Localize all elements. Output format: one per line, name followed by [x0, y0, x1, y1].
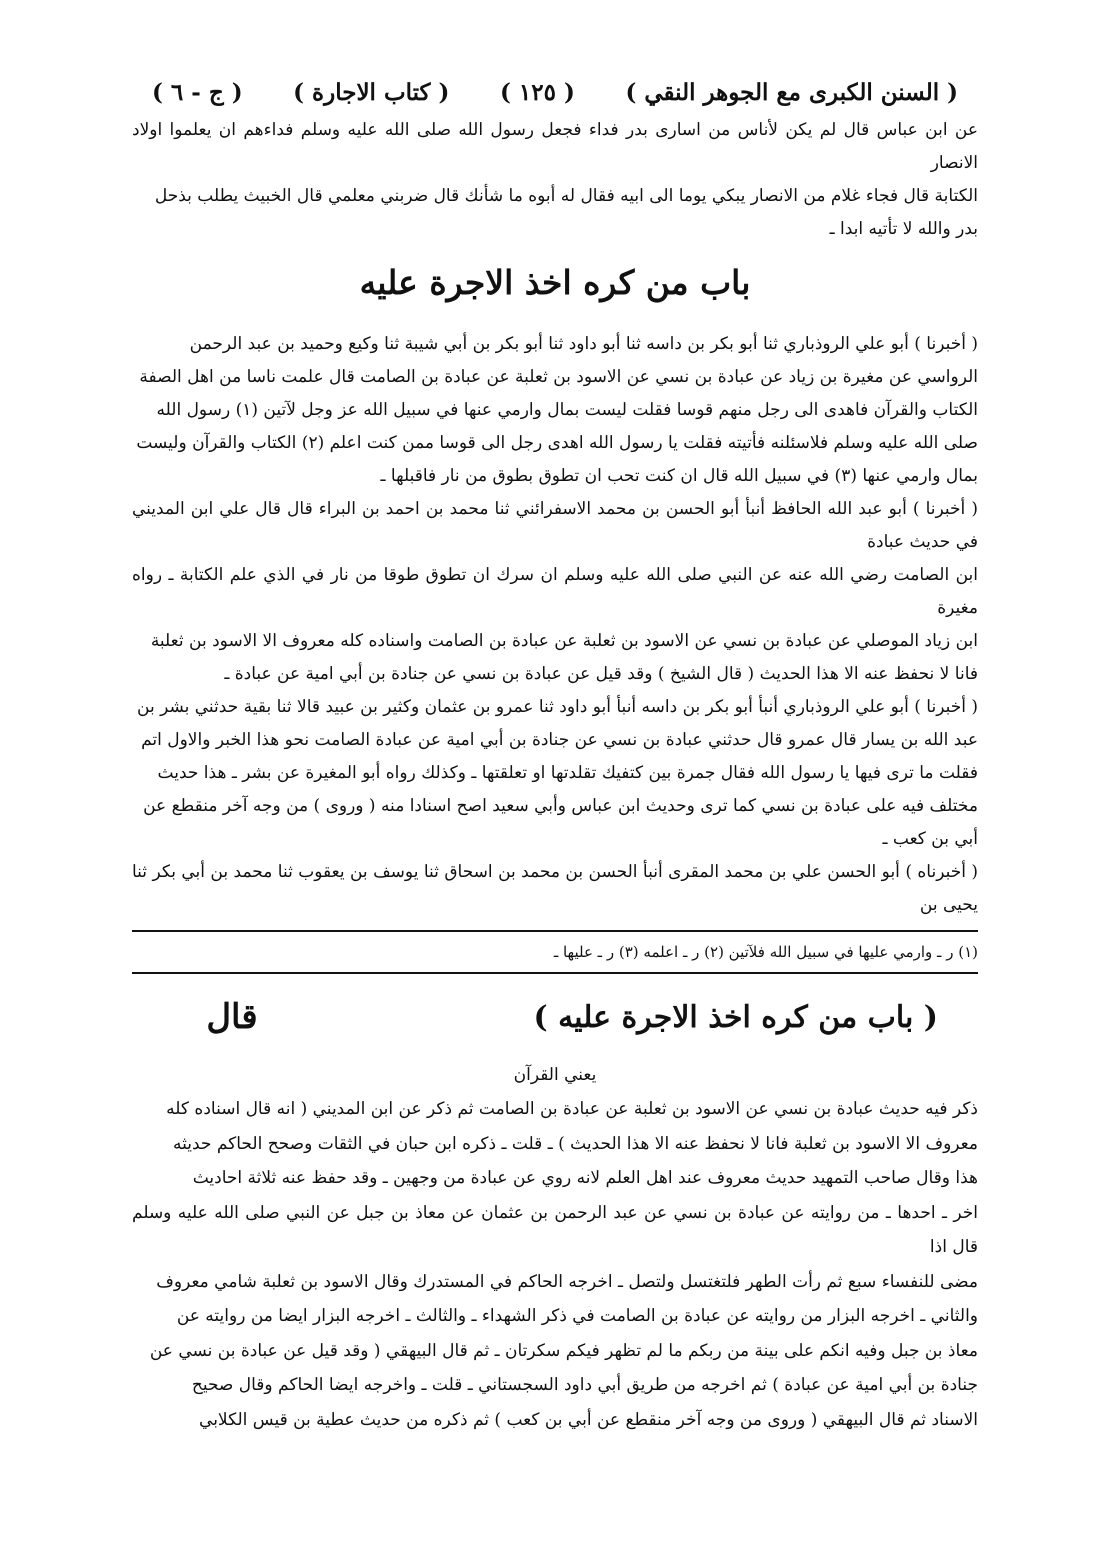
header-book-title: ( السنن الكبرى مع الجوهر النقي )	[625, 78, 958, 106]
commentary-heading	[132, 974, 978, 1060]
text-line: عن ابن عباس قال لم يكن لأناس من اسارى بدر فداء فجعل رسول الله صلى الله عليه وسلم فداءهم ان يعلموا اولاد الانصار	[132, 120, 978, 173]
text-line: ( أخبرنا ) أبو علي الروذباري ثنا أبو بكر بن داسه ثنا أبو داود ثنا أبو بكر بن أبي شيبة ثنا وكيع وحميد بن عبد الرحمن	[189, 334, 978, 354]
hadith-paragraph-2	[132, 493, 978, 691]
text-line: بمال وارمي عنها (٣) في سبيل الله قال ان كنت تحب ان تطوق بطوق من نار فاقبلها ـ	[380, 466, 978, 486]
text-line: بدر والله لا تأتيه ابدا ـ	[829, 219, 978, 239]
hadith-paragraph-3	[132, 691, 978, 856]
hadith-paragraph-4	[132, 856, 978, 922]
footnote: (١) ر ـ وارمي عليها في سبيل الله فلآتين (٢) ر ـ اعلمه (٣) ر ـ عليها ـ	[553, 943, 978, 961]
hadith-paragraph-1	[132, 328, 978, 493]
text-line: اخر ـ احدها ـ من روايته عن عبادة بن نسي عن عبد الرحمن بن عثمان عن معاذ بن جبل عن النبي صلى الله عليه وسلم قال اذا	[132, 1202, 978, 1257]
text-line: ( أخبرنا ) أبو علي الروذباري أنبأ أبو بكر بن داسه أنبأ أبو داود ثنا عمرو بن عثمان وكثير بن عبيد قالا ثنا بقية حدثني بشر بن	[137, 697, 978, 717]
commentary-text	[132, 1092, 978, 1437]
text-line: عبد الله بن يسار قال عمرو قال حدثني عبادة بن نسي عن جنادة بن أبي امية عن عبادة الصامت نحو هذا الخبر والاول اتم	[141, 730, 978, 750]
text-line: الكتاب والقرآن فاهدى الى رجل منهم قوسا فقلت ليست بمال وارمي عنها في سبيل الله عز وجل لآتين (١) رسول الله	[156, 400, 978, 420]
page	[132, 70, 978, 1437]
text-line: معروف الا الاسود بن ثعلبة فانا لا نحفظ عنه الا هذا الحديث ) ـ قلت ـ ذكره ابن حبان في الثقات وصحح الحاكم حديثه	[173, 1133, 978, 1154]
text-line: هذا وقال صاحب التمهيد حديث معروف عند اهل العلم لانه روي عن عبادة من وجهين ـ وقد حفظ عنه ثلاثة احاديث	[192, 1168, 978, 1188]
text-line: والثاني ـ اخرجه البزار من روايته عن عبادة بن الصامت في ذكر الشهداء ـ والثالث ـ اخرجه البزار ايضا من روايته عن	[176, 1306, 978, 1326]
text-line: جنادة بن أبي امية عن عبادة ) ثم اخرجه من طريق أبي داود السجستاني ـ قلت ـ واخرجه ايضا الحاكم وقال صحيح	[191, 1375, 978, 1395]
text-line: فقلت ما ترى فيها يا رسول الله فقال جمرة بين كتفيك تقلدتها او تعلقتها ـ وكذلك رواه أبو المغيرة عن بشر ـ هذا حديث	[157, 763, 978, 783]
text-line: الرواسي عن مغيرة بن زياد عن عبادة بن نسي عن الاسود بن ثعلبة عن عبادة بن الصامت قال علمت ناسا من اهل الصفة	[139, 367, 978, 387]
text-line: أبي بن كعب ـ	[882, 829, 978, 849]
text-line: مضى للنفساء سبع ثم رأت الطهر فلتغتسل ولتصل ـ اخرجه الحاكم في المستدرك وقال الاسود بن ثعلبة شامي معروف	[156, 1271, 978, 1292]
text-line: فانا لا نحفظ عنه الا هذا الحديث ( قال الشيخ ) وقد قيل عن عبادة بن نسي عن جنادة بن أبي امية عن عبادة ـ	[224, 664, 978, 684]
header-section-title: ( كتاب الاجارة )	[293, 78, 450, 106]
text-line: الاسناد ثم قال البيهقي ( وروى من وجه آخر منقطع عن أبي بن كعب ) ثم ذكره من حديث عطية بن قيس الكلابي	[199, 1409, 978, 1430]
running-header	[132, 70, 978, 114]
text-line: معاذ بن جبل وفيه انكم على بينة من ربكم ما لم تظهر فيكم سكرتان ـ ثم قال البيهقي ( وقد قيل عن عبادة بن نسي عن	[149, 1340, 978, 1361]
text-line: مختلف فيه على عبادة بن نسي كما ترى وحديث ابن عباس وأبي سعيد اصح اسنادا منه ( وروى ) من وجه آخر منقطع عن	[143, 796, 978, 816]
text-line: ابن زياد الموصلي عن عبادة بن نسي عن الاسود بن ثعلبة عن عبادة بن الصامت واسناده كله معروف الا الاسود بن ثعلبة	[150, 631, 978, 651]
commentary-title: ( باب من كره اخذ الاجرة عليه )	[533, 999, 938, 1035]
chapter-title: باب من كره اخذ الاجرة عليه	[359, 263, 751, 302]
commentary-subhead: يعني القرآن	[513, 1065, 597, 1085]
text-line: ابن الصامت رضي الله عنه عن النبي صلى الله عليه وسلم ان سرك ان تطوق طوقا من نار في الذي علم الكتابة ـ رواه مغيرة	[132, 565, 978, 618]
header-page-number: ( ١٢٥ )	[500, 78, 575, 106]
header-volume: ( ج - ٦ )	[152, 78, 243, 106]
intro-text	[132, 114, 978, 246]
commentary-qal-label: قال	[206, 997, 258, 1037]
text-line: ( أخبرناه ) أبو الحسن علي بن محمد المقرى أنبأ الحسن بن محمد بن اسحاق ثنا يوسف بن يعقوب ثنا محمد بن أبي بكر ثنا يحيى بن	[132, 862, 978, 915]
footnote-divider	[132, 930, 978, 932]
text-line: صلى الله عليه وسلم فلاسئلنه فأتيته فقلت يا رسول الله اهدى رجل الى قوسا ممن كنت اعلم (٢) الكتاب والقرآن وليست	[136, 433, 978, 453]
text-line: الكتابة قال فجاء غلام من الانصار يبكي يوما الى ابيه فقال له أبوه ما شأنك قال ضربني معلمي قال الخبيث يطلب بذحل	[154, 186, 978, 206]
text-line: ( أخبرنا ) أبو عبد الله الحافظ أنبأ أبو الحسن بن محمد الاسفرائني ثنا محمد بن احمد بن البراء قال قال علي ابن المديني في حديث عبادة	[132, 499, 978, 552]
text-line: ذكر فيه حديث عبادة بن نسي عن الاسود بن ثعلبة عن عبادة بن الصامت ثم ذكر عن ابن المديني ( انه قال اسناده كله	[166, 1099, 978, 1119]
